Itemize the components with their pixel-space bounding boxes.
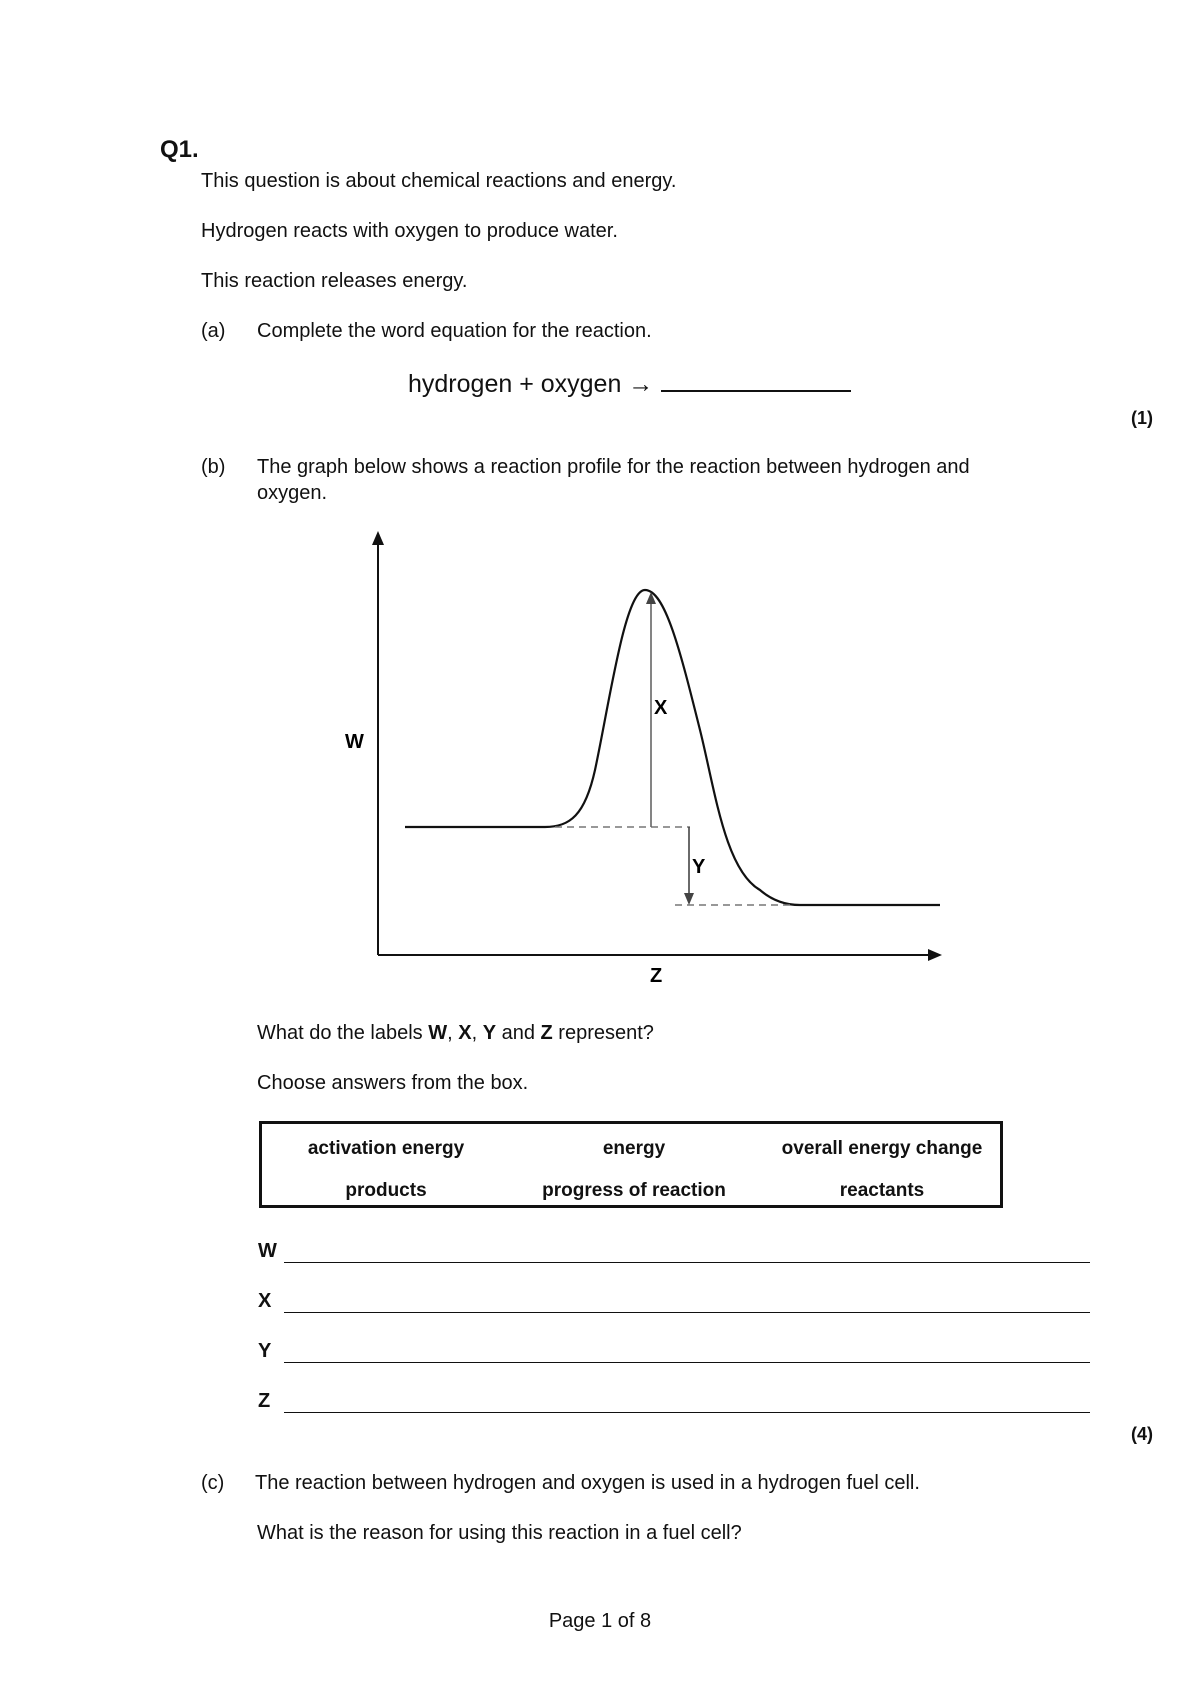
- graph-label-w: W: [345, 731, 364, 753]
- answer-line-w[interactable]: [284, 1262, 1090, 1263]
- box-word: reactants: [839, 1180, 925, 1201]
- equation-text: hydrogen + oxygen →: [408, 370, 654, 398]
- part-c-text: The reaction between hydrogen and oxygen is used in a hydrogen fuel cell.: [255, 1472, 920, 1494]
- graph-label-z: Z: [650, 965, 663, 987]
- answer-line-z[interactable]: [284, 1412, 1090, 1413]
- answer-letter-y: Y: [258, 1340, 272, 1362]
- graph-label-x: X: [654, 697, 668, 719]
- part-c-question: What is the reason for using this reaction in a fuel cell?: [257, 1522, 742, 1544]
- answer-letter-z: Z: [258, 1390, 271, 1412]
- y-arrowhead: [684, 893, 694, 905]
- answer-word-box: [259, 1121, 1003, 1208]
- intro-line-2: Hydrogen reacts with oxygen to produce water.: [201, 220, 618, 242]
- page-footer: Page 1 of 8: [548, 1610, 652, 1632]
- box-word: activation energy: [307, 1138, 465, 1159]
- box-word: products: [345, 1180, 427, 1201]
- answer-line-x[interactable]: [284, 1312, 1090, 1313]
- part-a-marks: (1): [1131, 408, 1153, 428]
- part-b-text-line-2: oxygen.: [257, 482, 328, 504]
- part-b-marks: (4): [1131, 1424, 1153, 1444]
- part-b-text-line-1: The graph below shows a reaction profile for the reaction between hydrogen and: [257, 456, 970, 478]
- answer-letter-x: X: [258, 1290, 272, 1312]
- part-b-choose: Choose answers from the box.: [257, 1072, 529, 1094]
- reaction-profile-curve: [405, 590, 940, 905]
- question-number: Q1.: [160, 136, 199, 163]
- graph-label-y: Y: [692, 856, 706, 878]
- part-c-label: (c): [201, 1472, 225, 1494]
- part-a-label: (a): [201, 320, 226, 342]
- intro-line-1: This question is about chemical reactions and energy.: [201, 170, 677, 192]
- answer-line-y[interactable]: [284, 1362, 1090, 1363]
- intro-line-3: This reaction releases energy.: [201, 270, 468, 292]
- answer-letter-w: W: [258, 1240, 277, 1262]
- box-word: progress of reaction: [542, 1180, 726, 1201]
- graph-y-arrowhead: [372, 531, 384, 545]
- part-b-question: What do the labels W, X, Y and Z represent?: [257, 1022, 654, 1044]
- box-word: energy: [602, 1138, 666, 1159]
- part-b-label: (b): [201, 456, 226, 478]
- box-word: overall energy change: [781, 1138, 983, 1159]
- part-a-text: Complete the word equation for the reaction.: [257, 320, 652, 342]
- graph-x-arrowhead: [928, 949, 942, 961]
